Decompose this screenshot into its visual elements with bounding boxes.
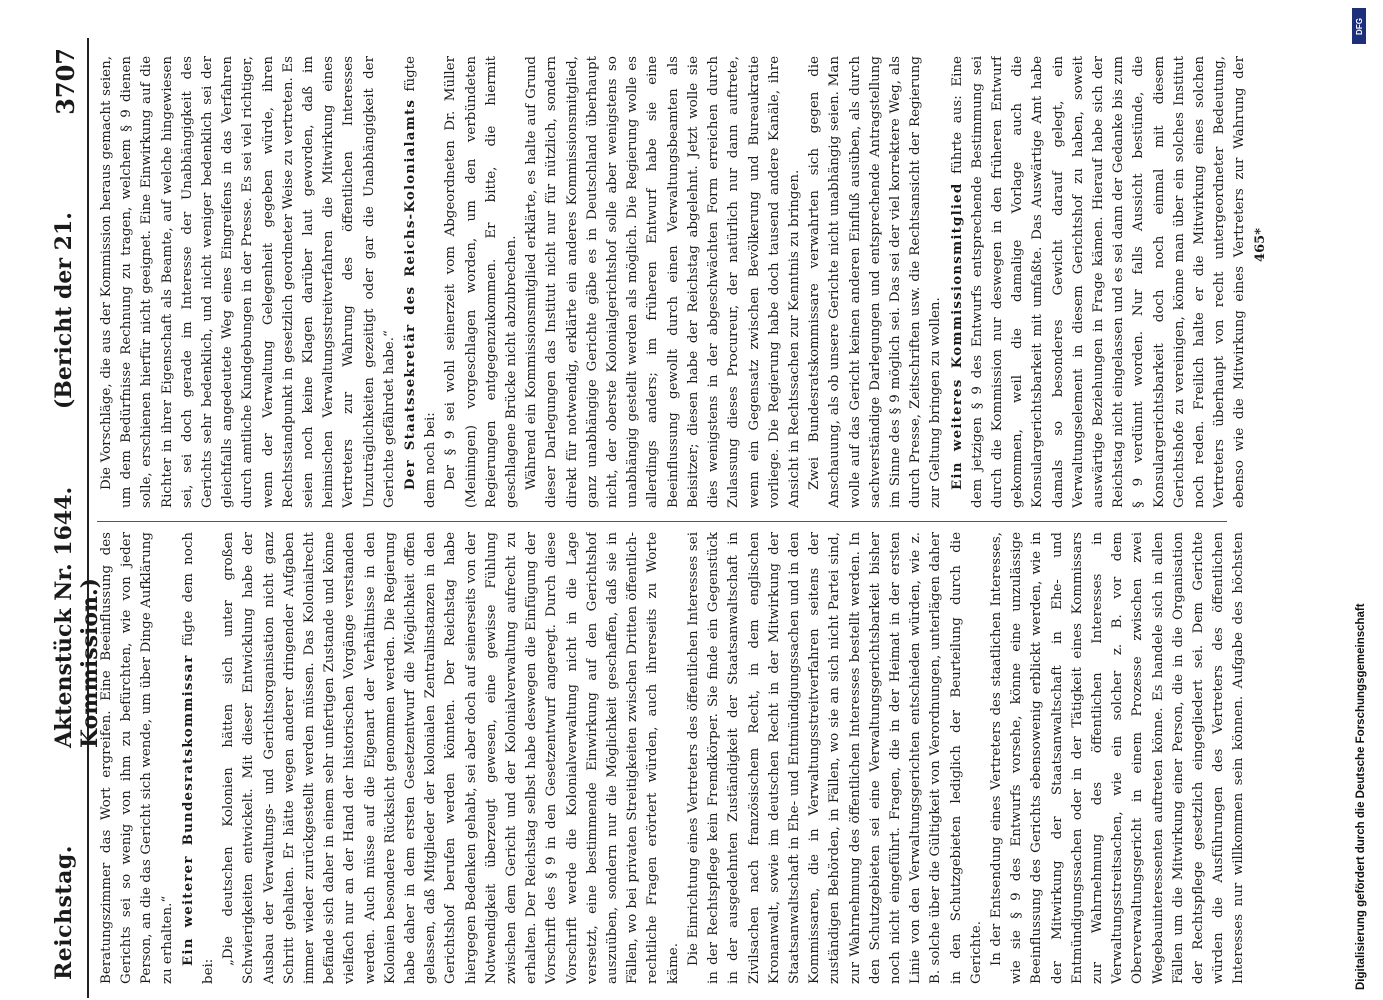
paragraph: Zwei Bundesratskommissare verwahrten sich gegen die Anschauung, als ob unsere Gerichte nicht unabhängig seien. Man wolle auf das Gericht keinen anderen Einfluß ausüben, als durch sachverständige Darlegungen und entsprechende Antragstellung im Sinne des § 9 möglich sei. Das sei der viel korrektere Weg, als durch Presse, Zeitschriften usw. die Rechtsansicht der Regierung zur Geltung bringen zu wollen. [807, 56, 944, 508]
sheet-mark: 465* [1253, 228, 1268, 262]
text-column-right [97, 56, 1247, 508]
paragraph: Die Vorschläge, die aus der Kommission heraus gemacht seien, um dem Bedürfnisse Rechnung zu tragen, welchem § 9 dienen solle, erschienen hierfür nicht geeignet. Eine Einwirkung auf die Richter in ihrer Eigenschaft als Beamte, auf welche hingewiesen sei, sei doch gerade im Interesse der Unabhängigkeit des Gerichts sehr bedenklich, und nicht weniger bedenklich sei der gleichfalls angedeutete Weg eines Eingreifens in das Verfahren durch amtliche Kundgebungen in der Presse. Es sei viel richtiger, wenn der Verwaltung Gelegenheit gegeben würde, ihren Rechtsstandpunkt in gesetzlich geordneter Weise zu vertreten. Es seien noch keine Klagen darüber laut geworden, daß im heimischen Verwaltungsstreitverfahren die Mitwirkung eines Vertreters zur Wahrung des öffentlichen Interesses Unzuträglichkeiten gezeitigt oder gar die Unabhängigkeit der Gerichte gefährdet habe.“ [99, 56, 397, 508]
paragraph: Während ein Kommissionsmitglied erklärte, es halte auf Grund dieser Darlegungen das Institut nicht nur für nützlich, sondern direkt für notwendig, erklärte ein anderes Kommissionsmitglied, ganz unabhängige Gerichte gäbe es in Deutschland überhaupt nicht, der oberste Kolonialgerichtshof solle aber wenigstens so unabhängig gestellt werden als möglich. Die Regierung wolle es allerdings anders; im früheren Entwurf habe sie eine Beeinflussung gewollt durch einen Verwaltungsbeamten als Beisitzer; diesen habe der Reichstag abgelehnt. Jetzt wolle sie dies wenigstens in der abgeschwächten Form erreichen durch Zulassung dieses Procureur, der natürlich nur dann auftrete, wenn ein Gegensatz zwischen Bevölkerung und Bureaukratie vorliege. Die Regierung habe doch tausend andere Kanäle, ihre Ansicht in Rechtssachen zur Kenntnis zu bringen. [524, 56, 802, 508]
paragraph: Der § 9 sei wohl seinerzeit vom Abgeordneten Dr. Müller (Meiningen) vorgeschlagen worden, um den verbündeten Regierungen entgegenzukommen. Er bitte, die hiermit geschlagene Brücke nicht abzubrechen. [443, 56, 520, 508]
document-page [45, 38, 1295, 998]
speaker-text: fügte dem noch bei: [403, 56, 439, 508]
paragraph: Die Einrichtung eines Vertreters des öffentlichen Interesses sei in der Rechtspflege kein Fremdkörper. Sie finde ein Gegenstück in der ausgedehnten Zuständigkeit der Staatsanwaltschaft in Zivilsachen nach französischem Recht, in dem englischen Kronanwalt, sowie im deutschen Recht in der Mitwirkung der Staatsanwaltschaft in Ehe- und Entmündigungssachen und in den Kommissaren, die in Verwaltungsstreitverfahren seitens der zuständigen Behörden, in Fällen, wo sie an sich nicht Partei sind, zur Wahrnehmung des öffentlichen Interesses bestellt werden. In den Schutzgebieten sei eine Verwaltungsgerichtsbarkeit bisher noch nicht eingeführt. Fragen, die in der Heimat in der ersten Linie von den Verwaltungsgerichten entschieden würden, wie z. B. solche über die Gültigkeit von Verordnungen, unterlägen daher in den Schutzgebieten lediglich der Beurteilung durch die Gerichte. [685, 532, 984, 984]
paragraph: In der Entsendung eines Vertreters des staatlichen Interesses, wie sie § 9 des Entwurfs vorsehe, könne eine unzulässige Beeinflussung des Gerichts ebensowenig erblickt werden, wie in der Mitwirkung der Staatsanwaltschaft in Ehe- und Entmündigungssachen oder in der Tätigkeit eines Kommissars zur Wahrnehmung des öffentlichen Interesses in Verwaltungsstreitsachen, wie ein solcher z. B. vor dem Oberverwaltungsgericht in einem Prozesse zwischen zwei Wegebauinteressenten auftreten könne. Es handele sich in allen Fällen um die Mitwirkung einer Person, die in die Organisation der Rechtspflege gesetzlich eingegliedert sei. Dem Gerichte würden die Ausführungen des Vertreters des öffentlichen Interesses nur willkommen sein können. Aufgabe des höchsten [988, 532, 1247, 984]
header-reichstag: Reichstag. [51, 845, 77, 980]
digitization-note-text: Digitalisierung gefördert durch die Deutsche Forschungsgemeinschaft [1355, 603, 1367, 990]
speaker-text: führte aus: Eine dem jetzigen § 9 des Entwurfs entsprechende Bestimmung sei durch die Kommission nur deswegen in den früheren Entwurf gekommen, weil die damalige Vorlage auch die Konsulargerichtsbarkeit mit umfaßte. Das Auswärtige Amt habe damals so besonderes Gewicht darauf gelegt, ein Verwaltungselement in diesem Gerichtshof zu haben, soweit auswärtige Beziehungen in Frage kämen. Hierauf habe sich der Reichstag nicht eingelassen und es sei dann der Gedanke bis zum § 9 verdünnt worden. Nur falls Aussicht bestünde, die Konsulargerichtsbarkeit doch noch einmal mit diesem Gerichtshofe zu vereinigen, könne man über ein solches Institut noch reden. Freilich halte er die Mitwirkung eines solchen Vertreters überhaupt von recht untergeordneter Bedeutung, ebenso wie die Mitwirkung eines Vertreters zur Wahrung der [949, 56, 1247, 508]
text-column-left [97, 532, 1247, 984]
column-divider [97, 521, 1227, 522]
digitization-note [1352, 10, 1374, 995]
page-header [45, 38, 103, 998]
speaker-name: Ein weiterer Bundesratskommissar [179, 654, 196, 966]
dfg-logo-text: DFG [1354, 17, 1364, 35]
header-bericht: (Bericht der 21. Kommission.) [51, 212, 103, 748]
speaker-name: Der Staatssekretär des Reichs-Kolonialamts [402, 98, 419, 490]
paragraph: „Die deutschen Kolonien hätten sich unter großen Schwierigkeiten entwickelt. Mit dieser Entwicklung habe der Ausbau der Verwaltungs- und Gerichtsorganisation nicht ganz Schritt gehalten. Er hätte wegen anderer dringender Aufgaben immer wieder zurückgestellt werden müssen. Das Kolonialrecht befände sich daher in einem sehr unfertigen Zustande und könne vielfach nur an der Hand der historischen Vorgänge verstanden werden. Auch müsse auf die Eigenart der Verhältnisse in den Kolonien besondere Rücksicht genommen werden. Die Regierung habe daher in dem ersten Gesetzentwurf die Möglichkeit offen gelassen, daß Mitglieder der kolonialen Zentralinstanzen in den Gerichtshof berufen werden könnten. Der Reichstag habe hiergegen Bedenken gehabt, sei aber doch auf seinerseits von der Notwendigkeit überzeugt gewesen, eine gewisse Fühlung zwischen dem Gericht und der Kolonialverwaltung aufrecht zu erhalten. Der Reichstag selbst habe deswegen die Einfügung der Vorschrift des § 9 in den Gesetzentwurf angeregt. Durch diese Vorschrift werde die Kolonialverwaltung nicht in die Lage versetzt, eine bestimmende Einwirkung auf den Gerichtshof auszuüben, sondern nur die Möglichkeit geschaffen, daß sie in Fällen, wo bei privaten Streitigkeiten zwischen Dritten öffentlich-rechtliche Fragen erörtert würden, auch ihrerseits zu Worte käme. [221, 532, 681, 984]
speaker-name: Ein weiteres Kommissionsmitglied [948, 182, 965, 490]
paragraph: Beratungszimmer das Wort ergreifen. Eine Beeinflussung des Gerichts sei so wenig von ihm zu befürchten, wie von jeder Person, an die das Gericht sich wende, um über Dinge Aufklärung zu erhalten.“ [99, 532, 175, 984]
speaker-paragraph [178, 532, 219, 984]
speaker-paragraph [400, 56, 441, 508]
page-number: 3707 [51, 48, 80, 115]
speaker-text: fügte dem noch bei: [180, 532, 217, 984]
header-aktenstueck: Aktenstück Nr. 1644. [51, 486, 77, 748]
speaker-paragraph [947, 56, 1247, 508]
header-document-number [51, 38, 103, 748]
